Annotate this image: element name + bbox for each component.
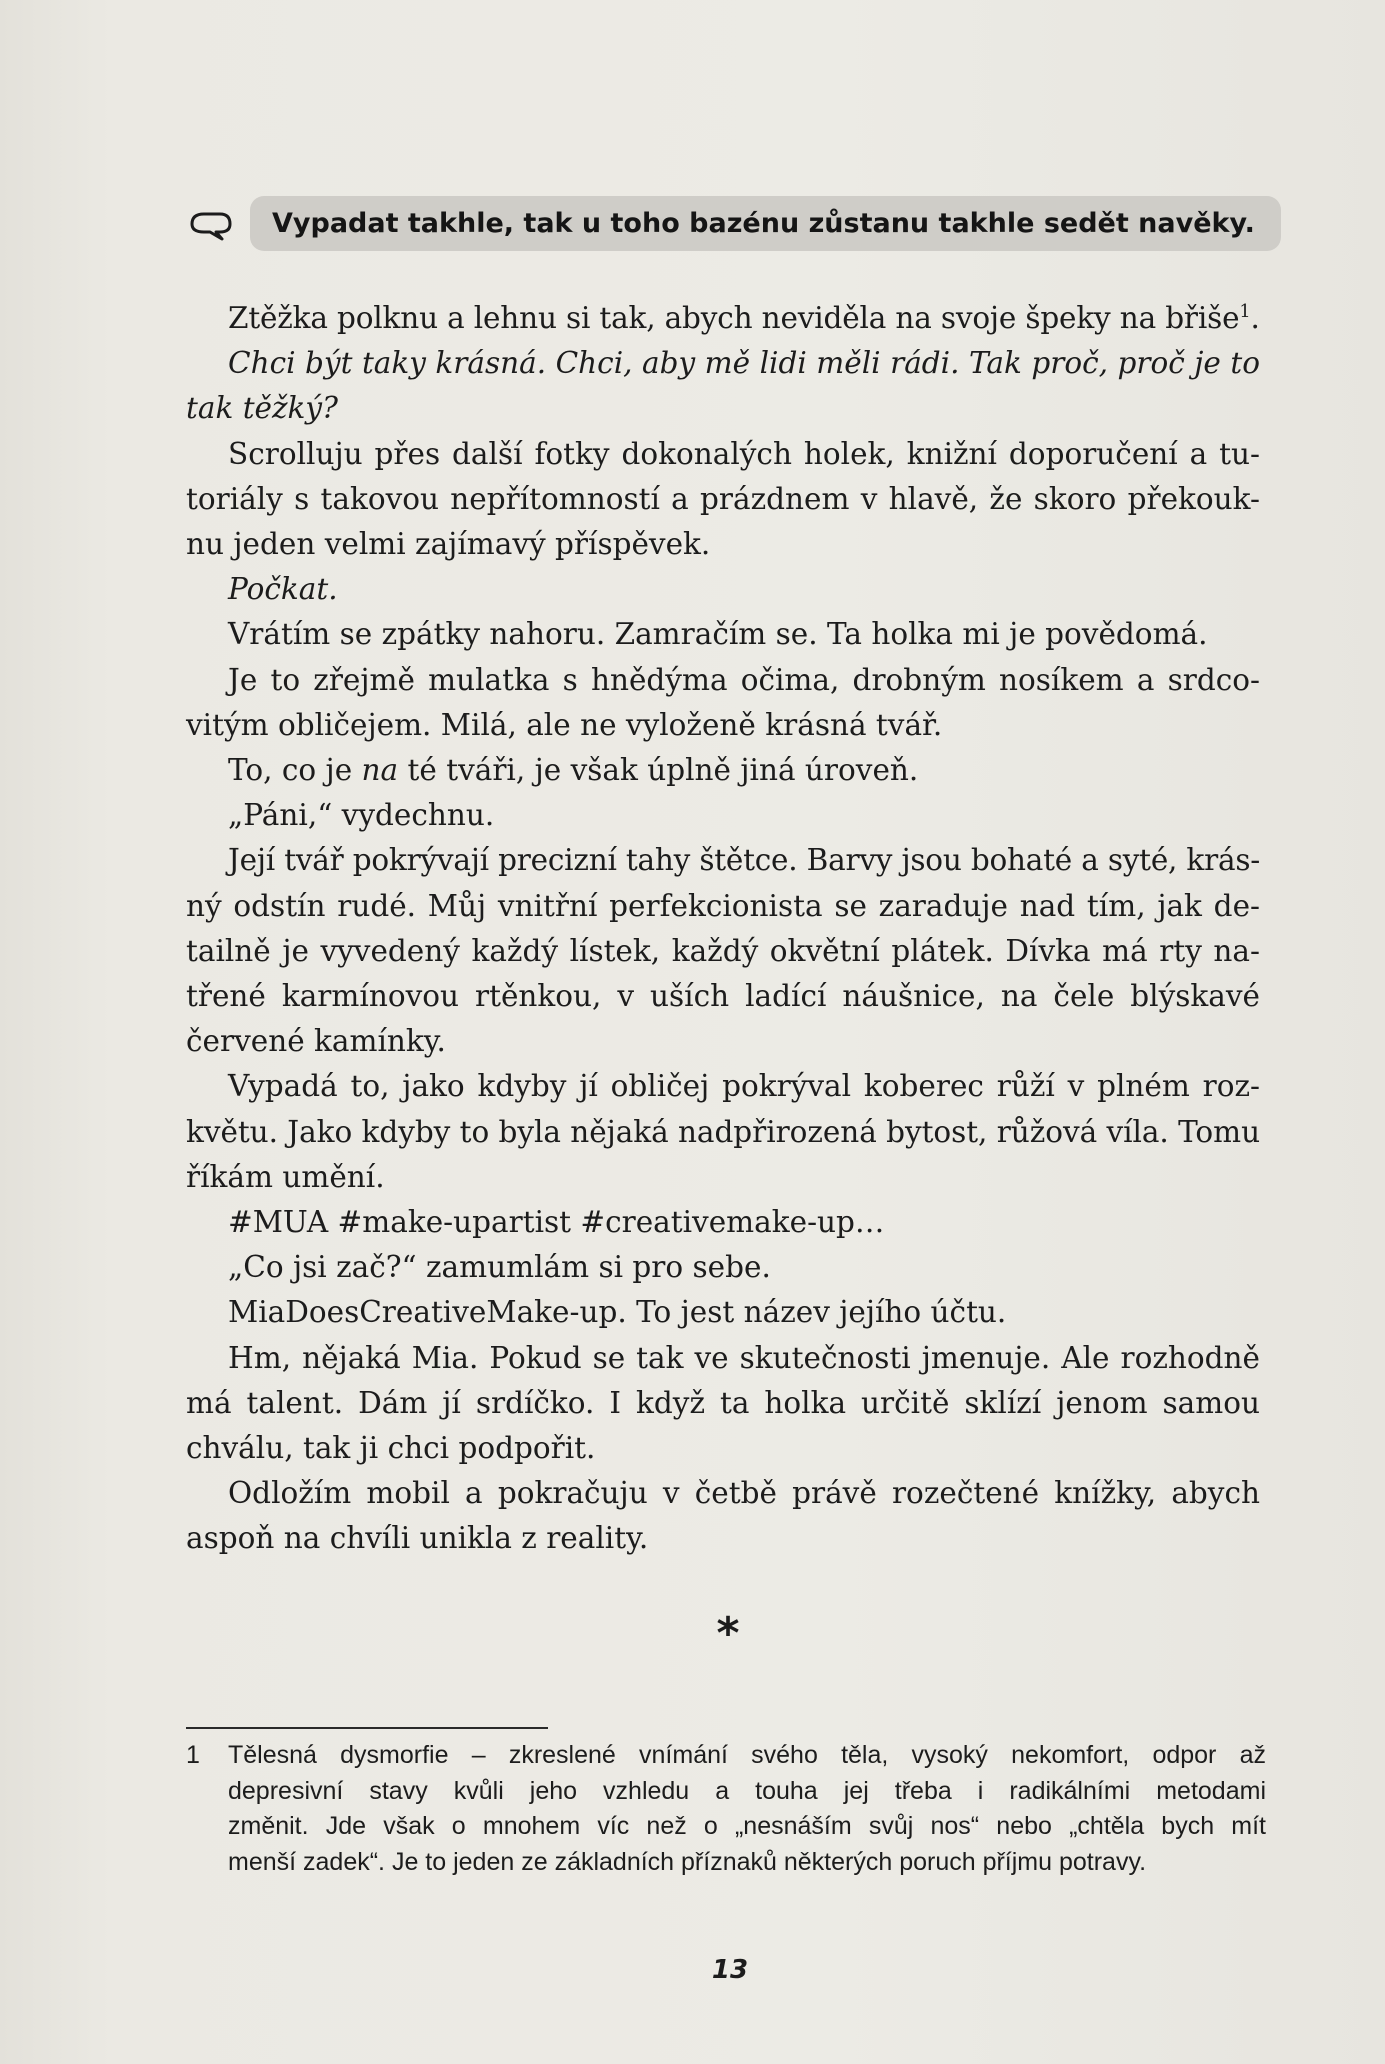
text-line: MiaDoesCreativeMake-up. To jest název jejího účtu. xyxy=(228,1295,1007,1330)
bubble-text: Vypadat takhle, tak u toho bazénu zůstanu takhle sedět navěky. xyxy=(250,196,1281,251)
footnote-line: depresivní stavy kvůli jeho vzhledu a touha jej třeba i radikálními metodami xyxy=(228,1776,1266,1805)
main-text xyxy=(186,296,1260,1562)
text-line: „Co jsi zač?“ zamumlám si pro sebe. xyxy=(228,1250,771,1285)
footnote xyxy=(186,1738,1266,1880)
text-line: nu jeden velmi zajímavý příspěvek. xyxy=(186,527,711,562)
text-line: ný odstín rudé. Můj vnitřní perfekcionista se zaraduje nad tím, jak de- xyxy=(186,888,1260,923)
section-separator: * xyxy=(716,1608,740,1659)
text-line: Vrátím se zpátky nahoru. Zamračím se. Ta holka mi je povědomá. xyxy=(228,617,1208,652)
text-line: toriály s takovou nepřítomností a prázdnem v hlavě, že skoro překouk- xyxy=(186,481,1260,516)
text-line: Chci být taky krásná. Chci, aby mě lidi měli rádi. Tak proč, proč je to xyxy=(228,346,1260,381)
text-line: vitým obličejem. Milá, ale ne vyloženě krásná tvář. xyxy=(186,707,943,742)
text-line: červené kamínky. xyxy=(186,1024,446,1059)
text-line: Je to zřejmě mulatka s hnědýma očima, drobným nosíkem a srdco- xyxy=(228,662,1260,697)
text-line: #MUA #make-upartist #creativemake-up… xyxy=(228,1205,885,1240)
text-line: Ztěžka polknu a lehnu si tak, abych neviděla na svoje špeky na břiše$^1$. xyxy=(228,301,1260,335)
footnote-number: 1 xyxy=(186,1741,200,1769)
text-line: „Páni,“ vydechnu. xyxy=(228,798,495,833)
speech-bubble-icon xyxy=(186,204,236,244)
text-line: Hm, nějaká Mia. Pokud se tak ve skutečnosti jmenuje. Ale rozhodně xyxy=(228,1340,1260,1375)
footnote-ref: 1 xyxy=(1239,302,1251,323)
text-line: Vypadá to, jako kdyby jí obličej pokrýval koberec růží v plném roz- xyxy=(228,1069,1260,1104)
text-line: aspoň na chvíli unikla z reality. xyxy=(186,1521,649,1556)
thought-bubble xyxy=(186,196,1281,251)
text-line: chválu, tak ji chci podpořit. xyxy=(186,1431,596,1466)
text-line: Její tvář pokrývají precizní tahy štětce. Barvy jsou bohaté a syté, krás- xyxy=(228,843,1260,878)
footnote-body xyxy=(228,1738,1266,1880)
text-line: tak těžký? xyxy=(186,391,338,426)
footnote-rule xyxy=(186,1727,548,1729)
footnote-line: Tělesná dysmorfie – zkreslené vnímání svého těla, vysoký nekomfort, odpor až xyxy=(228,1741,1266,1769)
text-line: Odložím mobil a pokračuju v četbě právě rozečtené knížky, abych xyxy=(228,1476,1260,1511)
page-number: 13 xyxy=(711,1955,749,1985)
footnote-line: menší zadek“. Je to jeden ze základních příznaků některých poruch příjmu potravy. xyxy=(228,1847,1147,1876)
text-line: říkám umění. xyxy=(186,1159,385,1194)
text-line: má talent. Dám jí srdíčko. I když ta holka určitě sklízí jenom samou xyxy=(186,1385,1260,1420)
footnote-line: změnit. Jde však o mnohem víc než o „nesnáším svůj nos“ nebo „chtěla bych mít xyxy=(228,1812,1266,1840)
text-line: květu. Jako kdyby to byla nějaká nadpřirozená bytost, růžová víla. Tomu xyxy=(186,1114,1261,1149)
text-line: tailně je vyvedený každý lístek, každý okvětní plátek. Dívka má rty na- xyxy=(186,933,1260,968)
text-line: Scrolluju přes další fotky dokonalých holek, knižní doporučení a tu- xyxy=(228,436,1260,471)
text-line: třené karmínovou rtěnkou, v uších ladící náušnice, na čele blýskavé xyxy=(186,979,1260,1014)
text-line: Počkat. xyxy=(228,572,338,607)
text-line: To, co je na té tváři, je však úplně jiná úroveň. xyxy=(228,753,919,788)
emphasis: na xyxy=(361,753,399,788)
